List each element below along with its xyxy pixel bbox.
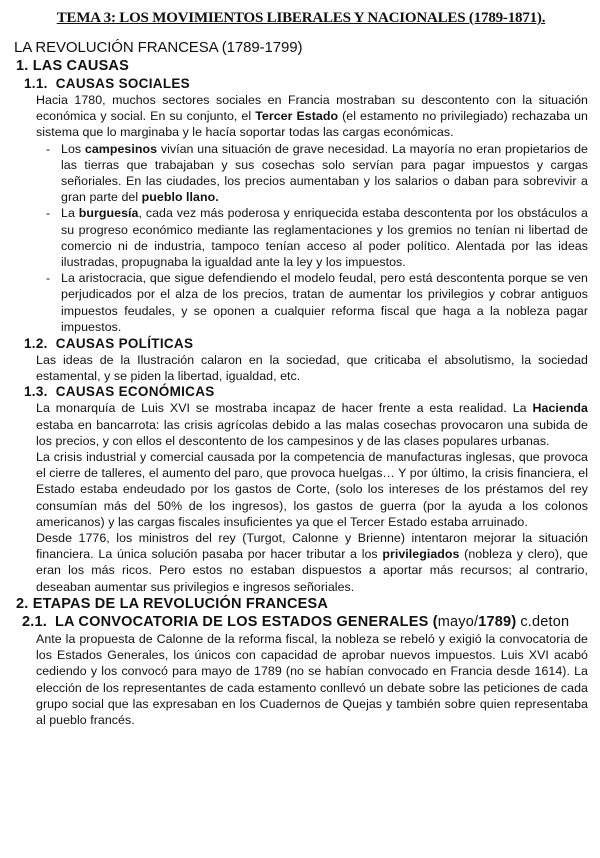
heading-causas-politicas: [24, 336, 588, 351]
heading-annotation: c.deton: [520, 613, 570, 630]
heading-causas-sociales: [24, 76, 588, 91]
document-page: [0, 10, 600, 858]
paragraph-causas-politicas: Las ideas de la Ilustración calaron en la sociedad, que criticaba el absolutismo, la sociedad estamental, y se piden la libertad, igualdad, etc.: [36, 353, 588, 384]
heading-text: CAUSAS POLÍTICAS: [55, 336, 194, 352]
paragraph-crisis: La crisis industrial y comercial causada por la competencia de manufacturas inglesas, que provoca el cierre de talleres, el aumento del paro, que provoca huelgas… Y por último, la crisis financiera, el Estado estaba endeudado por los gastos de Corte, (solo los intereses de los préstamos del rey consumían más del 50% de los ingresos), los gastos de guerra (por la ayuda a los colonos americanos) y las cargas fiscales insuficientes ya que el Tercer Estado estaba arruinado.: [36, 450, 588, 529]
heading-number: 1.3.: [24, 384, 48, 400]
bold-campesinos: campesinos: [84, 141, 158, 156]
bold-pueblo-llano: pueblo llano.: [141, 190, 219, 205]
heading-text: CAUSAS ECONÓMICAS: [55, 384, 215, 400]
paragraph-ministros: Desde 1776, los ministros del rey (Turgot, Calonne y Brienne) intentaron mejorar la situación financiera. La única solución pasaba por hacer tributar a los privilegiados (nobleza y clero), que eran los más ricos. Pero estos no estaban dispuestos a aportar más recursos; al contrario, deseaban aumentar sus privilegios e ingresos señoriales.: [36, 531, 588, 594]
section-title: LA REVOLUCIÓN FRANCESA (1789-1799): [14, 39, 303, 56]
document-title: TEMA 3: LOS MOVIMIENTOS LIBERALES Y NACIONALES (1789-1871).: [56, 10, 546, 26]
bullet-burguesia: - La burguesía, cada vez más poderosa y enriquecida estaba descontenta por los obstáculos a su progreso económico mediante las reglamentaciones y los gremios no tenían ni libertad de comercio ni de industria, tampoco tenían acceso al poder político. Alentada por las ideas ilustradas, propugnaba la igualdad ante la ley y los impuestos.: [46, 206, 588, 270]
heading-convocatoria: 2.1. LA CONVOCATORIA DE LOS ESTADOS GENERALES (mayo/1789) c.deton: [22, 613, 570, 630]
paragraph-convocatoria: Ante la propuesta de Calonne de la reforma fiscal, la nobleza se rebeló y exigió la convocatoria de los Estados Generales, los únicos con capacidad de aprobar nuevos impuestos. Luis XVI acabó cediendo y los convocó para mayo de 1789 (no se habían convocado en Francia desde 1614). La elección de los representantes de cada estamento conllevó un debate sobre las peticiones de cada grupo social que las expresaban en los Cuadernos de Quejas y también sobre quien representaba al pueblo francés.: [36, 631, 588, 727]
heading-text: CAUSAS SOCIALES: [55, 76, 190, 91]
heading-etapas: 2. ETAPAS DE LA REVOLUCIÓN FRANCESA: [16, 595, 329, 612]
heading-text: LA CONVOCATORIA DE LOS ESTADOS GENERALES: [55, 613, 429, 630]
bold-tercer-estado: Tercer Estado: [255, 109, 339, 124]
heading-number: 1.1.: [24, 76, 48, 91]
bold-privilegiados: privilegiados: [382, 547, 460, 562]
bullet-campesinos: - Los campesinos vivían una situación de grave necesidad. La mayoría no eran propietarios de las tierras que trabajaban y sus cosechas solo servían para pagar impuestos y cargas señoriales. En las ciudades, los precios aumentaban y los salarios o daban para sobrevivir a gran parte del pueblo llano.: [46, 141, 588, 205]
bold-hacienda: Hacienda: [532, 401, 588, 416]
paragraph-hacienda: La monarquía de Luis XVI se mostraba incapaz de hacer frente a esta realidad. La Hacienda estaba en bancarrota: las crisis agrícolas debido a las malas cosechas provocaron una subida de los precios, y con ellos el descontento de los campesinos y de las clases populares urbanas.: [36, 401, 588, 448]
heading-number: 2.1.: [22, 613, 47, 630]
heading-causas-economicas: [24, 384, 588, 399]
bullet-aristocracia: - La aristocracia, que sigue defendiendo el modelo feudal, pero está descontenta porque se ven perjudicados por el alza de los precios, tratan de aumentar los privilegios y cobrar antiguos impuestos feudales, y se oponen a cualquier reforma fiscal que haga a la nobleza pagar impuestos.: [46, 271, 588, 334]
bold-burguesia: burguesía: [78, 206, 139, 221]
heading-number: 1.2.: [24, 336, 48, 352]
heading-causas: 1. LAS CAUSAS: [16, 58, 129, 74]
paragraph-causas-sociales-intro: Hacia 1780, muchos sectores sociales en Francia mostraban su descontento con la situación económica y social. En su conjunto, el Tercer Estado (el estamento no privilegiado) rechazaba un sistema que lo marginaba y le hacía soportar todas las cargas económicas.: [36, 93, 588, 140]
